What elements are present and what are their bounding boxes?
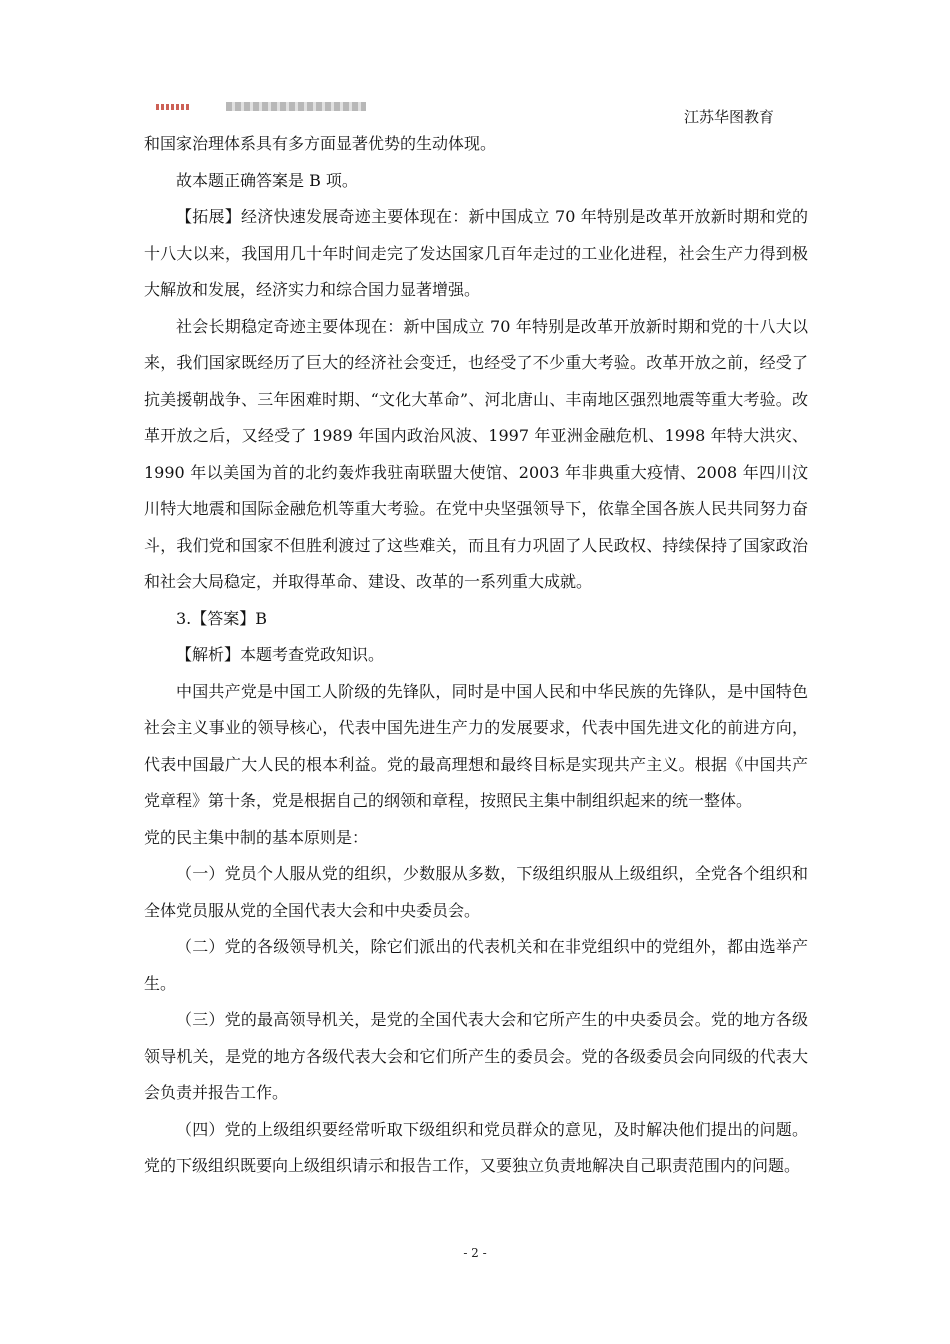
- paragraph-party-description: 中国共产党是中国工人阶级的先锋队，同时是中国人民和中华民族的先锋队，是中国特色社会主义事业的领导核心，代表中国先进生产力的发展要求，代表中国先进文化的前进方向，代表中国最广大人民的根本利益。党的最高理想和最终目标是实现共产主义。根据《中国共产党章程》第十条，党是根据自己的纲领和章程，按照民主集中制组织起来的统一整体。: [144, 681, 808, 810]
- paragraph-analysis: 【解析】本题考查党政知识。: [176, 645, 385, 664]
- document-body: [144, 126, 808, 1185]
- paragraph-principle-1: （一）党员个人服从党的组织，少数服从多数，下级组织服从上级组织，全党各个组织和全体党员服从党的全国代表大会和中央委员会。: [144, 864, 808, 920]
- paragraph-principle-4: （四）党的上级组织要经常听取下级组织和党员群众的意见，及时解决他们提出的问题。党的下级组织既要向上级组织请示和报告工作，又要独立负责地解决自己职责范围内的问题。: [144, 1119, 808, 1175]
- paragraph-principle-2: （二）党的各级领导机关，除它们派出的代表机关和在非党组织中的党组外，都由选举产生。: [144, 937, 808, 993]
- paragraph-answer-statement: 故本题正确答案是 B 项。: [176, 170, 358, 190]
- paragraph-social-stability: 社会长期稳定奇迹主要体现在：新中国成立 70 年特别是改革开放新时期和党的十八大以来，我们国家既经历了巨大的经济社会变迁，也经受了不少重大考验。改革开放之前，经受了抗美援朝战争、三年困难时期、“文化大革命”、河北唐山、丰南地区强烈地震等重大考验。改革开放之后，又经受了 1989 年国内政治风波、1997 年亚洲金融危机、1998 年特大洪灾、1990 年以美国为首的北约轰炸我驻南联盟大使馆、2003 年非典重大疫情、2008 年四川汶川特大地震和国际金融危机等重大考验。在党中央坚强领导下，依靠全国各族人民共同努力奋斗，我们党和国家不但胜利渡过了这些难关，而且有力巩固了人民政权、持续保持了国家政治和社会大局稳定，并取得革命、建设、改革的一系列重大成就。: [144, 316, 808, 591]
- header-organization: 江苏华图教育: [683, 108, 774, 126]
- paragraph-question-3-answer: 3.【答案】B: [176, 608, 268, 628]
- logo-wordmark: [226, 102, 366, 111]
- paragraph-extension: 【拓展】经济快速发展奇迹主要体现在：新中国成立 70 年特别是改革开放新时期和党的十八大以来，我国用几十年时间走完了发达国家几百年走过的工业化进程，社会生产力得到极大解放和发展，经济实力和综合国力显著增强。: [144, 207, 808, 299]
- paragraph-continuation: 和国家治理体系具有多方面显著优势的生动体现。: [144, 134, 497, 153]
- paragraph-principles-intro: 党的民主集中制的基本原则是：: [144, 827, 369, 847]
- logo-mark: [156, 104, 190, 110]
- paragraph-principle-3: （三）党的最高领导机关，是党的全国代表大会和它所产生的中央委员会。党的地方各级领导机关，是党的地方各级代表大会和它们所产生的委员会。党的各级委员会向同级的代表大会负责并报告工作。: [144, 1010, 808, 1102]
- page-number: - 2 -: [463, 1246, 487, 1260]
- header-logo: [156, 100, 366, 116]
